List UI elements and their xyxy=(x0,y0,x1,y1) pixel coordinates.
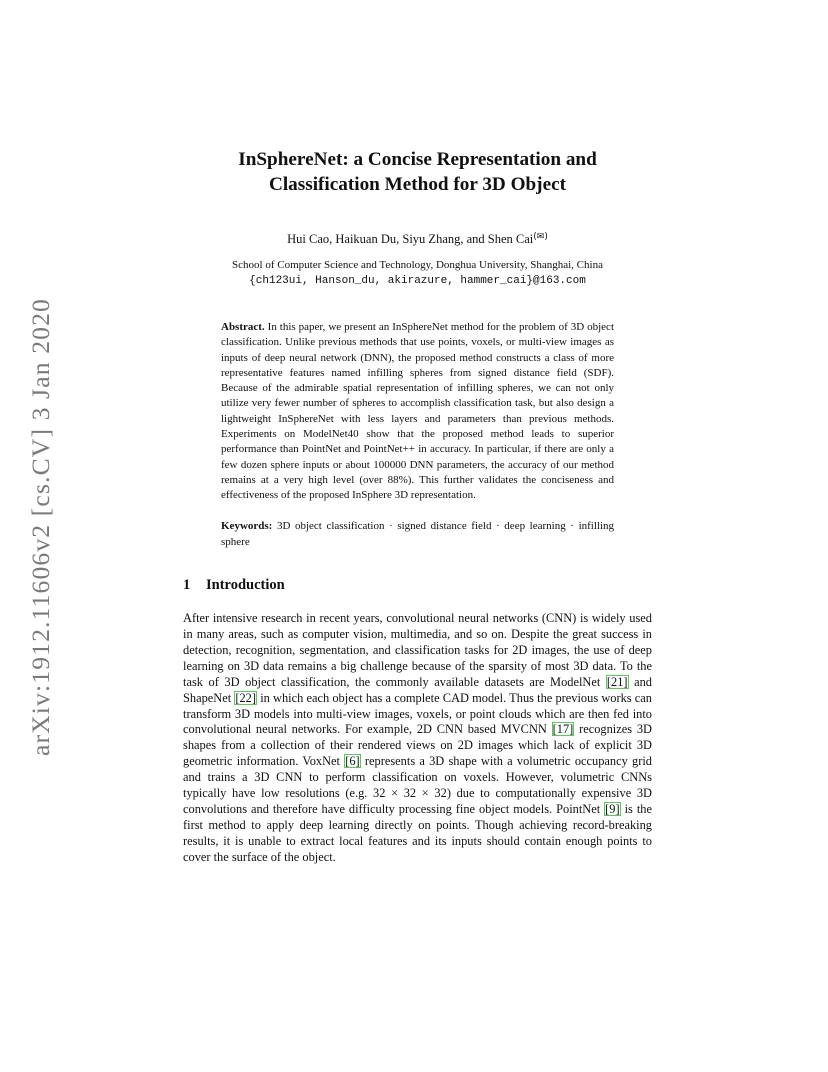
abstract xyxy=(221,320,614,504)
author-list xyxy=(183,229,652,247)
citation-link-21[interactable]: [21] xyxy=(606,674,628,689)
keywords xyxy=(221,519,614,550)
arxiv-stamp-text: arXiv:1912.11606v2 [cs.CV] 3 Jan 2020 xyxy=(28,309,55,756)
envelope-icon: (✉) xyxy=(533,231,548,242)
introduction-paragraph xyxy=(183,611,652,866)
paper-title-line-2: Classification Method for 3D Object xyxy=(268,173,566,195)
paper-title-line-1: InSphereNet: a Concise Representation and xyxy=(238,149,597,170)
keywords-label: Keywords: xyxy=(221,520,273,533)
intro-text-5: represents a 3D shape with a volumetric occupancy grid and trains a 3D CNN to perform classification on voxels. However, volumetric CNNs typically have low resolutions (e.g. 32 × 32 × 32) due to computationally expensive 3D convolutions and therefore have difficulty processing fine object models. PointNet xyxy=(183,754,652,816)
arxiv-stamp-svg xyxy=(16,296,60,756)
author-emails: {ch123ui, Hanson_du, akirazure, hammer_cai}@163.com xyxy=(249,274,586,287)
section-heading xyxy=(183,576,652,594)
citation-link-17[interactable]: [17] xyxy=(552,722,574,737)
author-names: Hui Cao, Haikuan Du, Siyu Zhang, and Shen Cai xyxy=(287,231,534,246)
keywords-text: 3D object classification · signed distance field · deep learning · infilling sphere xyxy=(221,520,615,548)
intro-text-6: is the first method to apply deep learning directly on points. Though achieving record-breaking results, it is unable to extract local features and its inputs should contain enough points to cover the surface of the object. xyxy=(183,801,652,864)
abstract-text: In this paper, we present an InSphereNet method for the problem of 3D object classification. Unlike previous methods that use points, voxels, or multi-view images as inputs of deep neural network (DNN), the proposed method constructs a class of more representative features named infilling spheres from signed distance field (SDF). Because of the admirable spatial representation of infilling spheres, we can not only utilize very fewer number of spheres to accomplish classification task, but also design a lightweight InSphereNet with less layers and parameters than previous methods. Experiments on ModelNet40 show that the proposed method leads to superior performance than PointNet and PointNet++ in accuracy. In particular, if there are only a few dozen sphere inputs or about 100000 DNN parameters, the accuracy of our method remains at a very high level (over 88%). This further validates the conciseness and effectiveness of the proposed InSphere 3D representation. xyxy=(221,320,614,502)
author-affiliation: School of Computer Science and Technology, Donghua University, Shanghai, China xyxy=(232,258,603,271)
arxiv-identifier-stamp xyxy=(16,296,60,756)
paper-title xyxy=(183,148,652,198)
section-number: 1 xyxy=(183,577,191,594)
section-title: Introduction xyxy=(206,577,285,594)
intro-text-2: and ShapeNet xyxy=(183,674,652,705)
intro-text-4: recognizes 3D shapes from a collection of their rendered views on 2D images which lack of explicit 3D geometric information. VoxNet xyxy=(183,722,652,769)
citation-link-6[interactable]: [6] xyxy=(345,754,360,769)
paper-first-page xyxy=(183,148,652,866)
citation-link-9[interactable]: [9] xyxy=(605,801,620,816)
intro-text-1: After intensive research in recent years, convolutional neural networks (CNN) is widely used in many areas, such as computer vision, multimedia, and so on. Despite the great success in detection, recognition, segmentation, and classification tasks for 2D images, the use of deep learning on 3D data remains a big challenge because of the sparsity of most 3D data. To the task of 3D object classification, the commonly available datasets are ModelNet xyxy=(183,611,652,689)
intro-text-3: in which each object has a complete CAD model. Thus the previous works can transform 3D models into multi-view images, voxels, or point clouds which are then fed into convolutional neural networks. For example, 2D CNN based MVCNN xyxy=(183,690,652,737)
abstract-label: Abstract. xyxy=(221,320,265,333)
citation-link-22[interactable]: [22] xyxy=(235,690,257,705)
